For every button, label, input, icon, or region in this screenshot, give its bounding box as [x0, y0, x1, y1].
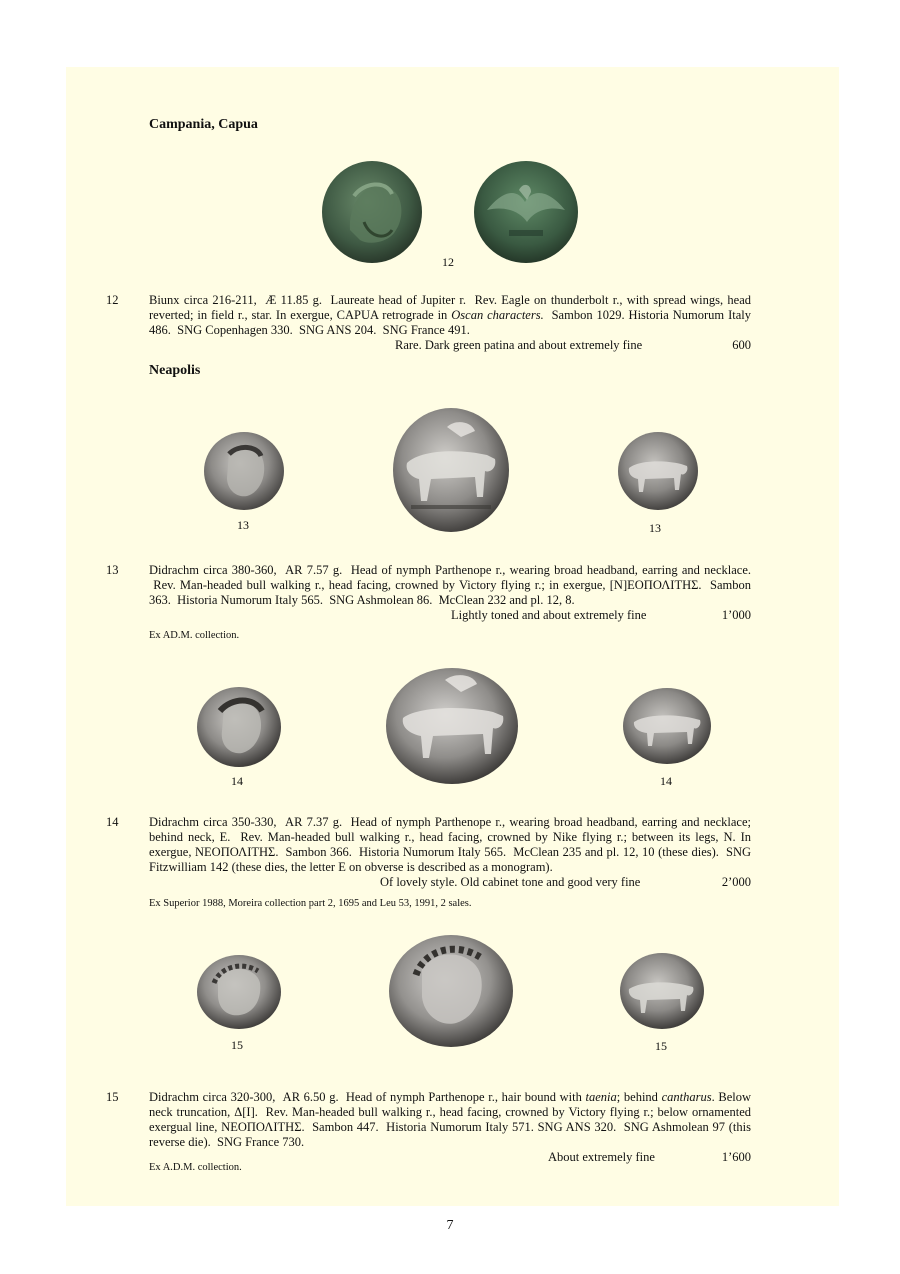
lot-15-provenance: Ex A.D.M. collection. — [149, 1162, 242, 1173]
lot-number-13: 13 — [106, 563, 119, 577]
coin-14-reverse-image — [622, 686, 712, 766]
lot-14-condition: Of lovely style. Old cabinet tone and good very fine — [380, 875, 641, 889]
coin-12-reverse-image — [473, 160, 579, 264]
lot-15-price: 1’600 — [721, 1150, 751, 1164]
coin-13-reverse-enlarged-image — [391, 407, 511, 533]
lot-13-price: 1’000 — [721, 608, 751, 622]
plate-label-13-reverse: 13 — [649, 521, 661, 535]
lot-12-condition: Rare. Dark green patina and about extremely fine — [395, 338, 643, 352]
lot-number-15: 15 — [106, 1090, 119, 1104]
coin-12-obverse-image — [320, 160, 424, 264]
lot-14-description: Didrachm circa 350-330, AR 7.37 g. Head of nymph Parthenope r., wearing broad headband, earring and necklace; behind neck, E. Rev. Man-headed bull walking r., head facing, crowned by Nike flying r.; between its legs, N. In exergue, ΝΕΟΠΟΛΙΤΗΣ. Sambon 366. Historia Numorum Italy 565. McClean 235 and pl. 12, 10 (these dies). SNG Fitzwilliam 142 (these dies, the letter E on obverse is described as a monogram). — [149, 815, 751, 874]
plate-label-14-obverse: 14 — [231, 774, 243, 788]
coin-13-obverse-image — [203, 430, 285, 512]
coin-15-obverse-image — [196, 953, 282, 1031]
lot-14-price: 2’000 — [721, 875, 751, 889]
page-number: 7 — [446, 1218, 454, 1233]
lot-13-condition: Lightly toned and about extremely fine — [451, 608, 647, 622]
coin-14-reverse-enlarged-image — [385, 666, 519, 786]
section-heading-capua: Campania, Capua — [149, 117, 258, 132]
lot-15-condition: About extremely fine — [548, 1150, 655, 1164]
lot-12-description: Biunx circa 216-211, Æ 11.85 g. Laureate head of Jupiter r. Rev. Eagle on thunderbolt r., with spread wings, head reverted; in field r., star. In exergue, CAPUA retrograde in Oscan characters. Sambon 1029. Historia Numorum Italy 486. SNG Copenhagen 330. SNG ANS 204. SNG France 491. — [149, 293, 751, 337]
plate-label-12: 12 — [442, 255, 454, 269]
lot-15-description: Didrachm circa 320-300, AR 6.50 g. Head of nymph Parthenope r., hair bound with taenia; behind cantharus. Below neck truncation, Δ[Ι]. Rev. Man-headed bull walking r., head facing, crowned by Victory flying r.; below ornamented exergual line, ΝΕΟΠΟΛΙΤΗΣ. Sambon 447. Historia Numorum Italy 571. SNG ANS 320. SNG Ashmolean 97 (this reverse die). SNG France 730. — [149, 1090, 751, 1149]
lot-number-14: 14 — [106, 815, 119, 829]
plate-label-15-reverse: 15 — [655, 1039, 667, 1053]
plate-label-15-obverse: 15 — [231, 1038, 243, 1052]
lot-13-provenance: Ex AD.M. collection. — [149, 630, 240, 641]
coin-15-obverse-enlarged-image — [388, 933, 514, 1049]
coin-13-reverse-image — [617, 430, 699, 512]
lot-14-provenance: Ex Superior 1988, Moreira collection part 2, 1695 and Leu 53, 1991, 2 sales. — [149, 898, 472, 909]
coin-15-reverse-image — [619, 951, 705, 1031]
lot-12-price: 600 — [732, 338, 751, 352]
plate-label-14-reverse: 14 — [660, 774, 672, 788]
section-heading-neapolis: Neapolis — [149, 363, 201, 378]
coin-14-obverse-image — [196, 685, 282, 769]
lot-13-description: Didrachm circa 380-360, AR 7.57 g. Head of nymph Parthenope r., wearing broad headband, earring and necklace. Rev. Man-headed bull walking r., head facing, crowned by Victory flying r.; in exergue, [N]ΕΟΠΟΛΙΤΗΣ. Sambon 363. Historia Numorum Italy 565. SNG Ashmolean 86. McClean 232 and pl. 12, 8. — [149, 563, 751, 607]
lot-number-12: 12 — [106, 293, 119, 307]
plate-label-13-obverse: 13 — [237, 518, 249, 532]
